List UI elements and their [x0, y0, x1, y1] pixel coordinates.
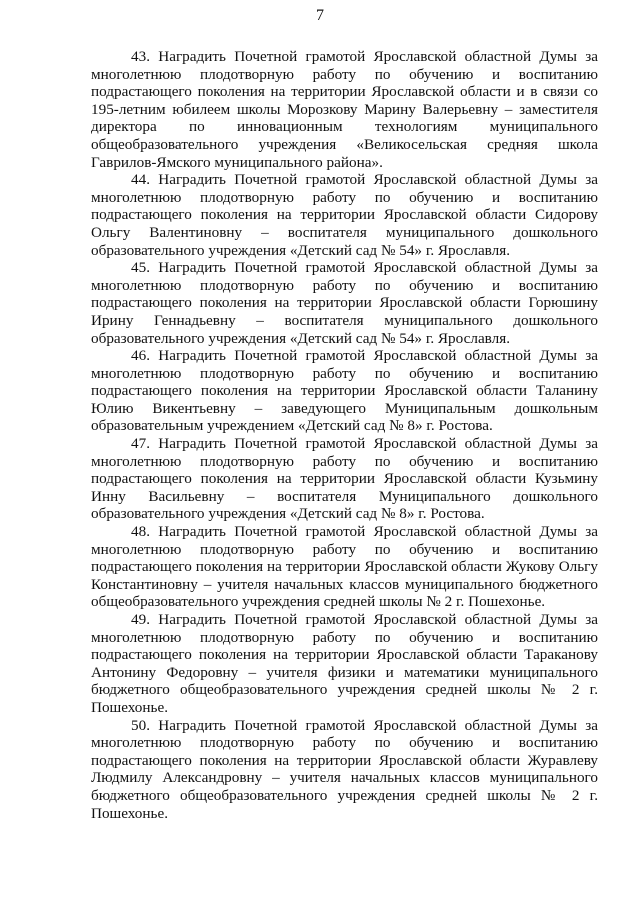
award-item-48 [91, 523, 598, 611]
award-item-50 [91, 717, 598, 823]
award-item-text: 47. Наградить Почетной грамотой Ярославской областной Думы за многолетнюю плодотворную работу по обучению и воспитанию подрастающего поколения на территории Ярославской области Кузьмину Инну Васильевну – воспитателя Муниципального дошкольного образовательного учреждения «Детский сад № 8» г. Ростова. [91, 435, 598, 523]
document-body [91, 48, 598, 822]
award-item-text: 46. Наградить Почетной грамотой Ярославской областной Думы за многолетнюю плодотворную работу по обучению и воспитанию подрастающего поколения на территории Ярославской области Таланину Юлию Викентьевну – заведующего Муниципальным дошкольным образовательным учреждением «Детский сад № 8» г. Ростова. [91, 347, 598, 435]
award-item-45 [91, 259, 598, 347]
award-item-49 [91, 611, 598, 717]
award-item-text: 48. Наградить Почетной грамотой Ярославской областной Думы за многолетнюю плодотворную работу по обучению и воспитанию подрастающего поколения на территории Ярославской области Жукову Ольгу Константиновну – учителя начальных классов муниципального бюджетного общеобразовательного учреждения средней школы № 2 г. Пошехонье. [91, 523, 598, 611]
award-item-text: 50. Наградить Почетной грамотой Ярославской областной Думы за многолетнюю плодотворную работу по обучению и воспитанию подрастающего поколения на территории Ярославской области Журавлеву Людмилу Александровну – учителя начальных классов муниципального бюджетного общеобразовательного учреждения средней школы № 2 г. Пошехонье. [91, 716, 598, 822]
award-item-text: 45. Наградить Почетной грамотой Ярославской областной Думы за многолетнюю плодотворную работу по обучению и воспитанию подрастающего поколения на территории Ярославской области Горюшину Ирину Геннадьевну – воспитателя муниципального дошкольного образовательного учреждения «Детский сад № 54» г. Ярославля. [91, 259, 598, 347]
award-item-43 [91, 48, 598, 171]
award-item-44 [91, 171, 598, 259]
award-item-text: 49. Наградить Почетной грамотой Ярославской областной Думы за многолетнюю плодотворную работу по обучению и воспитанию подрастающего поколения на территории Ярославской области Тараканову Антонину Федоровну – учителя физики и математики муниципального бюджетного общеобразовательного учреждения средней школы № 2 г. Пошехонье. [91, 611, 598, 716]
award-item-text: 43. Наградить Почетной грамотой Ярославской областной Думы за многолетнюю плодотворную работу по обучению и воспитанию подрастающего поколения на территории Ярославской области и в связи со 195-летним юбилеем школы Морозкову Марину Валерьевну – заместителя директора по инновационным технологиям муниципального общеобразовательного учреждения «Великосельская средняя школа Гаврилов-Ямского муниципального района». [91, 48, 598, 171]
page-number: 7 [316, 7, 324, 24]
award-item-47 [91, 435, 598, 523]
award-item-text: 44. Наградить Почетной грамотой Ярославской областной Думы за многолетнюю плодотворную работу по обучению и воспитанию подрастающего поколения на территории Ярославской области Сидорову Ольгу Валентиновну – воспитателя муниципального дошкольного образовательного учреждения «Детский сад № 54» г. Ярославля. [91, 171, 598, 259]
award-item-46 [91, 347, 598, 435]
